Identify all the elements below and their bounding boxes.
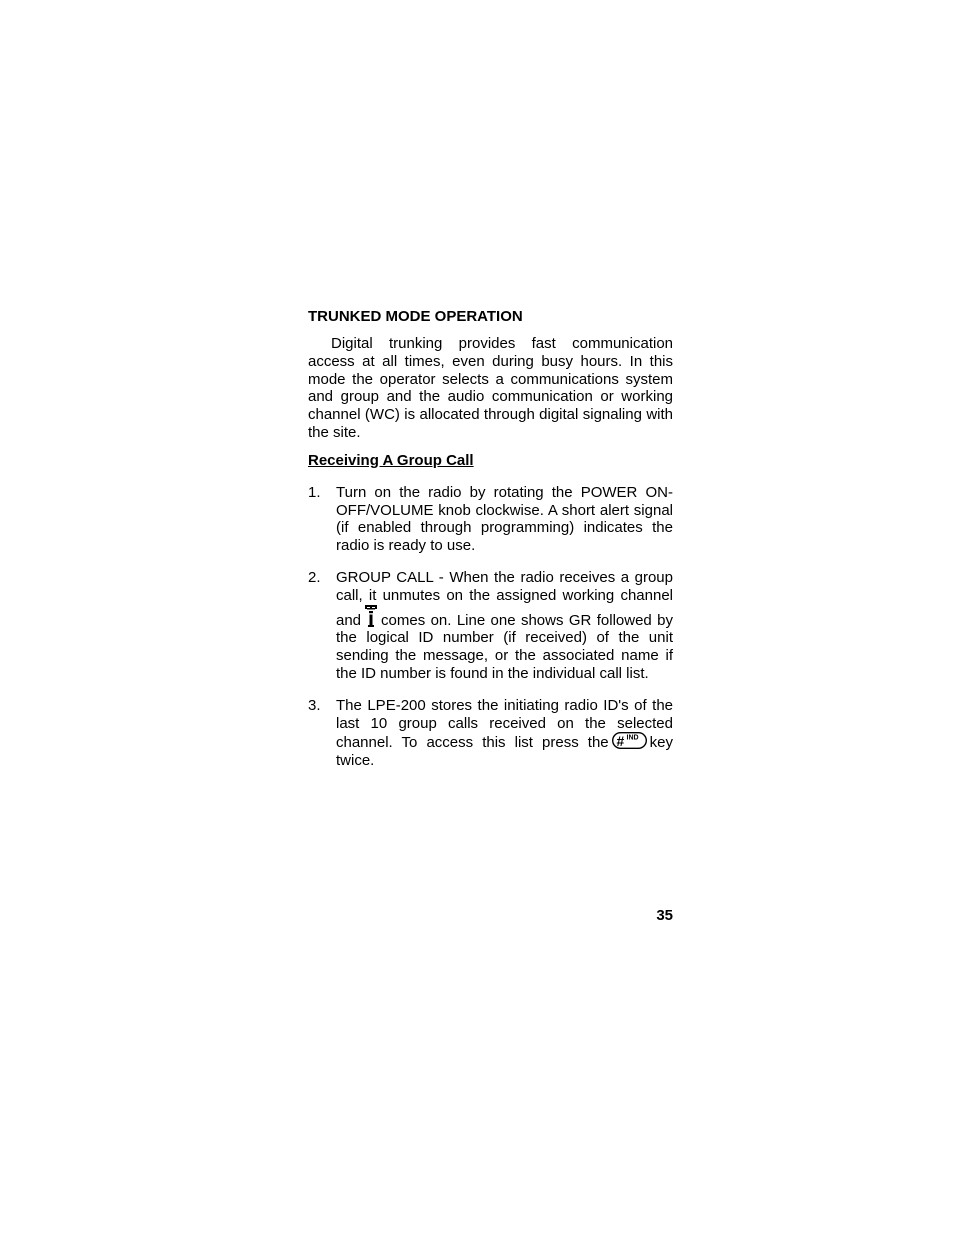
step-text-before-key: The LPE-200 stores the initiating radio ID's of the last 10 group calls received on the selected channel. To access this list press the: [336, 696, 673, 752]
step-text-before-icon: GROUP CALL - When the radio receives a group call, it unmutes on the assigned working channel and: [336, 568, 673, 629]
subsection-title: Receiving A Group Call: [308, 451, 474, 469]
section-title: TRUNKED MODE OPERATION: [308, 308, 523, 325]
step-text: Turn on the radio by rotating the POWER ON-OFF/VOLUME knob clockwise. A short alert signal (if enabled through programming) indicates the radio is ready to use.: [336, 483, 673, 555]
key-superscript: IND: [626, 734, 639, 742]
step-2: [308, 569, 673, 683]
intro-paragraph: Digital trunking provides fast communication access at all times, even during busy hours. In this mode the operator selects a communications system and group and the audio communication or working channel (WC) is allocated through digital signaling with the site.: [308, 335, 673, 441]
step-number: 2.: [308, 568, 321, 586]
step-3: [308, 697, 673, 770]
step-number: 3.: [308, 696, 321, 714]
step-1: [308, 484, 673, 555]
hash-ind-key-icon: [612, 732, 647, 749]
step-text-after-key: key twice.: [336, 734, 673, 770]
step-text-after-icon: comes on. Line one shows GR followed by the logical ID number (if received) of the unit sending the message, or the associated name if the ID number is found in the individual call list.: [336, 611, 673, 682]
step-number: 1.: [308, 483, 321, 501]
page-number: 35: [656, 907, 673, 924]
page-content: [308, 308, 673, 770]
key-symbol: #: [616, 733, 624, 750]
group-call-icon: [364, 605, 378, 627]
